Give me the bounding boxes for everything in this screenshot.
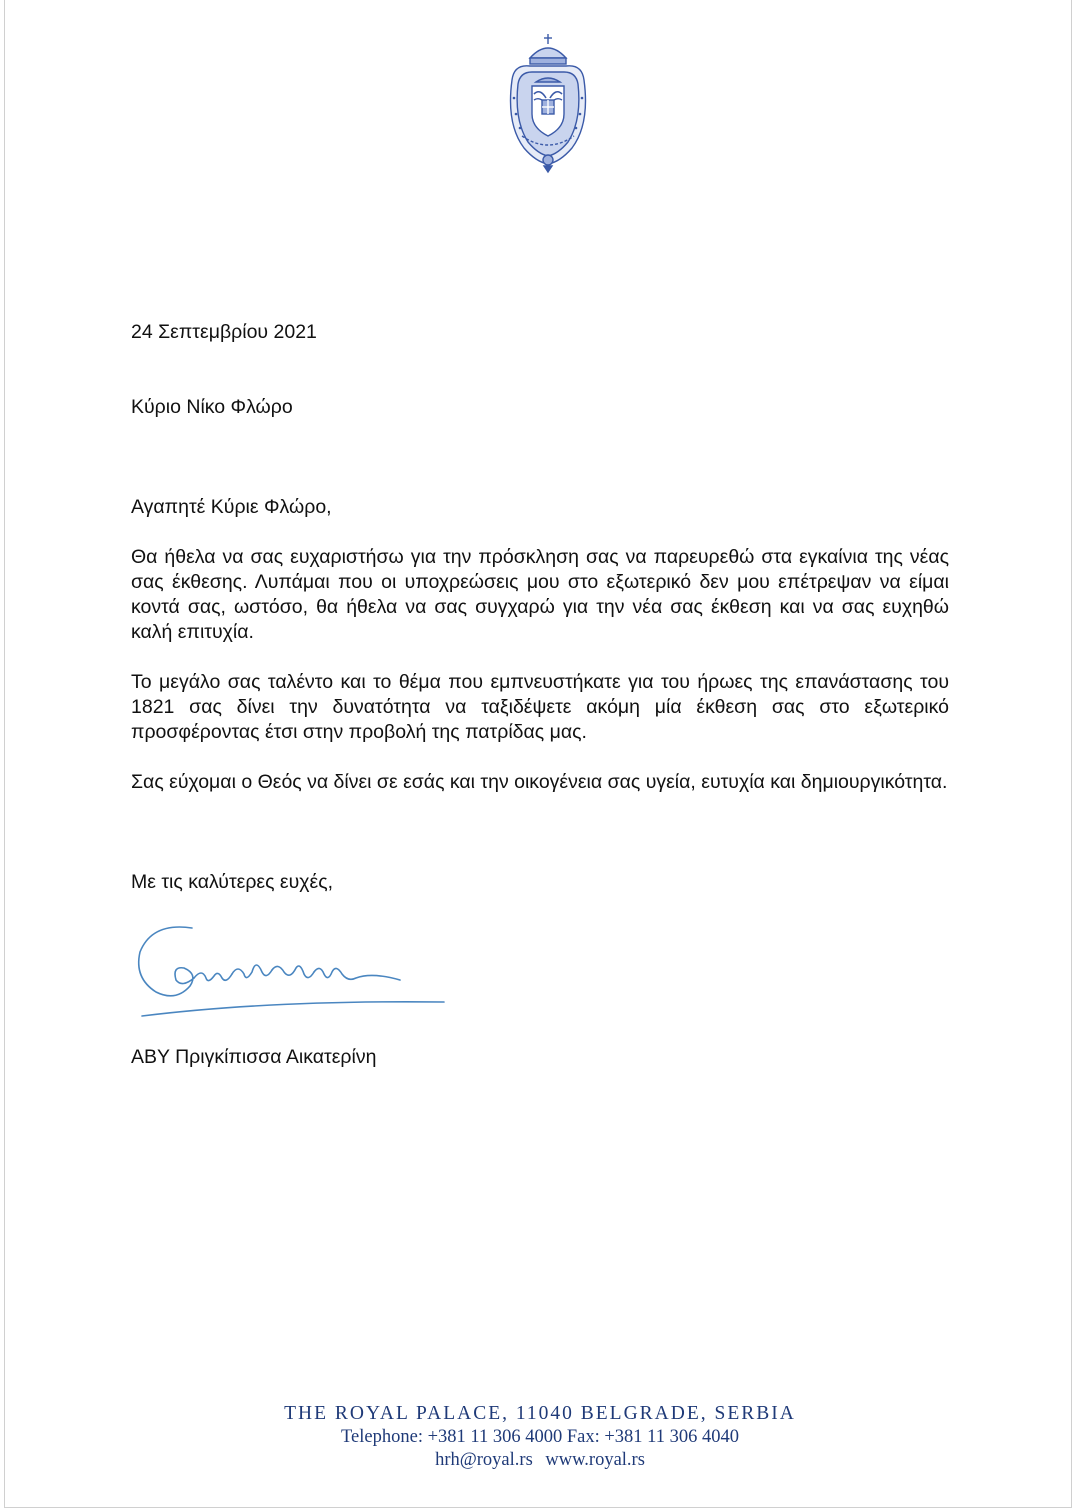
signer-name: ΑΒΥ Πριγκίπισσα Αικατερίνη	[131, 1046, 377, 1068]
salutation: Αγαπητέ Κύριε Φλώρο,	[131, 496, 332, 518]
footer-phone-fax: Telephone: +381 11 306 4000 Fax: +381 11 306 4040	[341, 1427, 739, 1447]
body-paragraph-2: Το μεγάλο σας ταλέντο και το θέμα που εμπνευστήκατε για του ήρωες της επανάστασης του 1821 σας δίνει την δυνατότητα να ταξιδέψετε ακόμη μία έκθεση σας στο εξωτερικό προσφέροντας έτσι στην προβολή της πατρίδας μας.	[131, 671, 949, 743]
body-paragraph-1: Θα ήθελα να σας ευχαριστήσω για την πρόσκληση σας να παρευρεθώ στα εγκαίνια της νέας σας έκθεσης. Λυπάμαι που οι υποχρεώσεις μου στο εξωτερικό δεν μου επέτρεψαν να είμαι κοντά σας, ωστόσο, θα ήθελα να σας συγχαρώ για την νέα σας έκθεση και να σας ευχηθώ καλή επιτυχία.	[131, 546, 949, 643]
body-paragraph-3: Σας εύχομαι ο Θεός να δίνει σε εσάς και την οικογένεια σας υγεία, ευτυχία και δημιουργικότητα.	[131, 771, 948, 793]
footer-email-link[interactable]: hrh@royal.rs	[435, 1450, 533, 1470]
recipient-name: Κύριο Νίκο Φλώρο	[131, 396, 293, 418]
footer-address: THE ROYAL PALACE, 11040 BELGRADE, SERBIA	[284, 1403, 796, 1424]
royal-coat-of-arms-icon	[500, 28, 596, 174]
footer-contact	[0, 1450, 1080, 1471]
letter-date: 24 Σεπτεμβρίου 2021	[131, 321, 317, 343]
closing-phrase: Με τις καλύτερες ευχές,	[131, 871, 334, 893]
handwritten-signature	[132, 912, 452, 1022]
page-border	[4, 0, 1072, 1508]
footer-website-link[interactable]: www.royal.rs	[545, 1450, 645, 1470]
